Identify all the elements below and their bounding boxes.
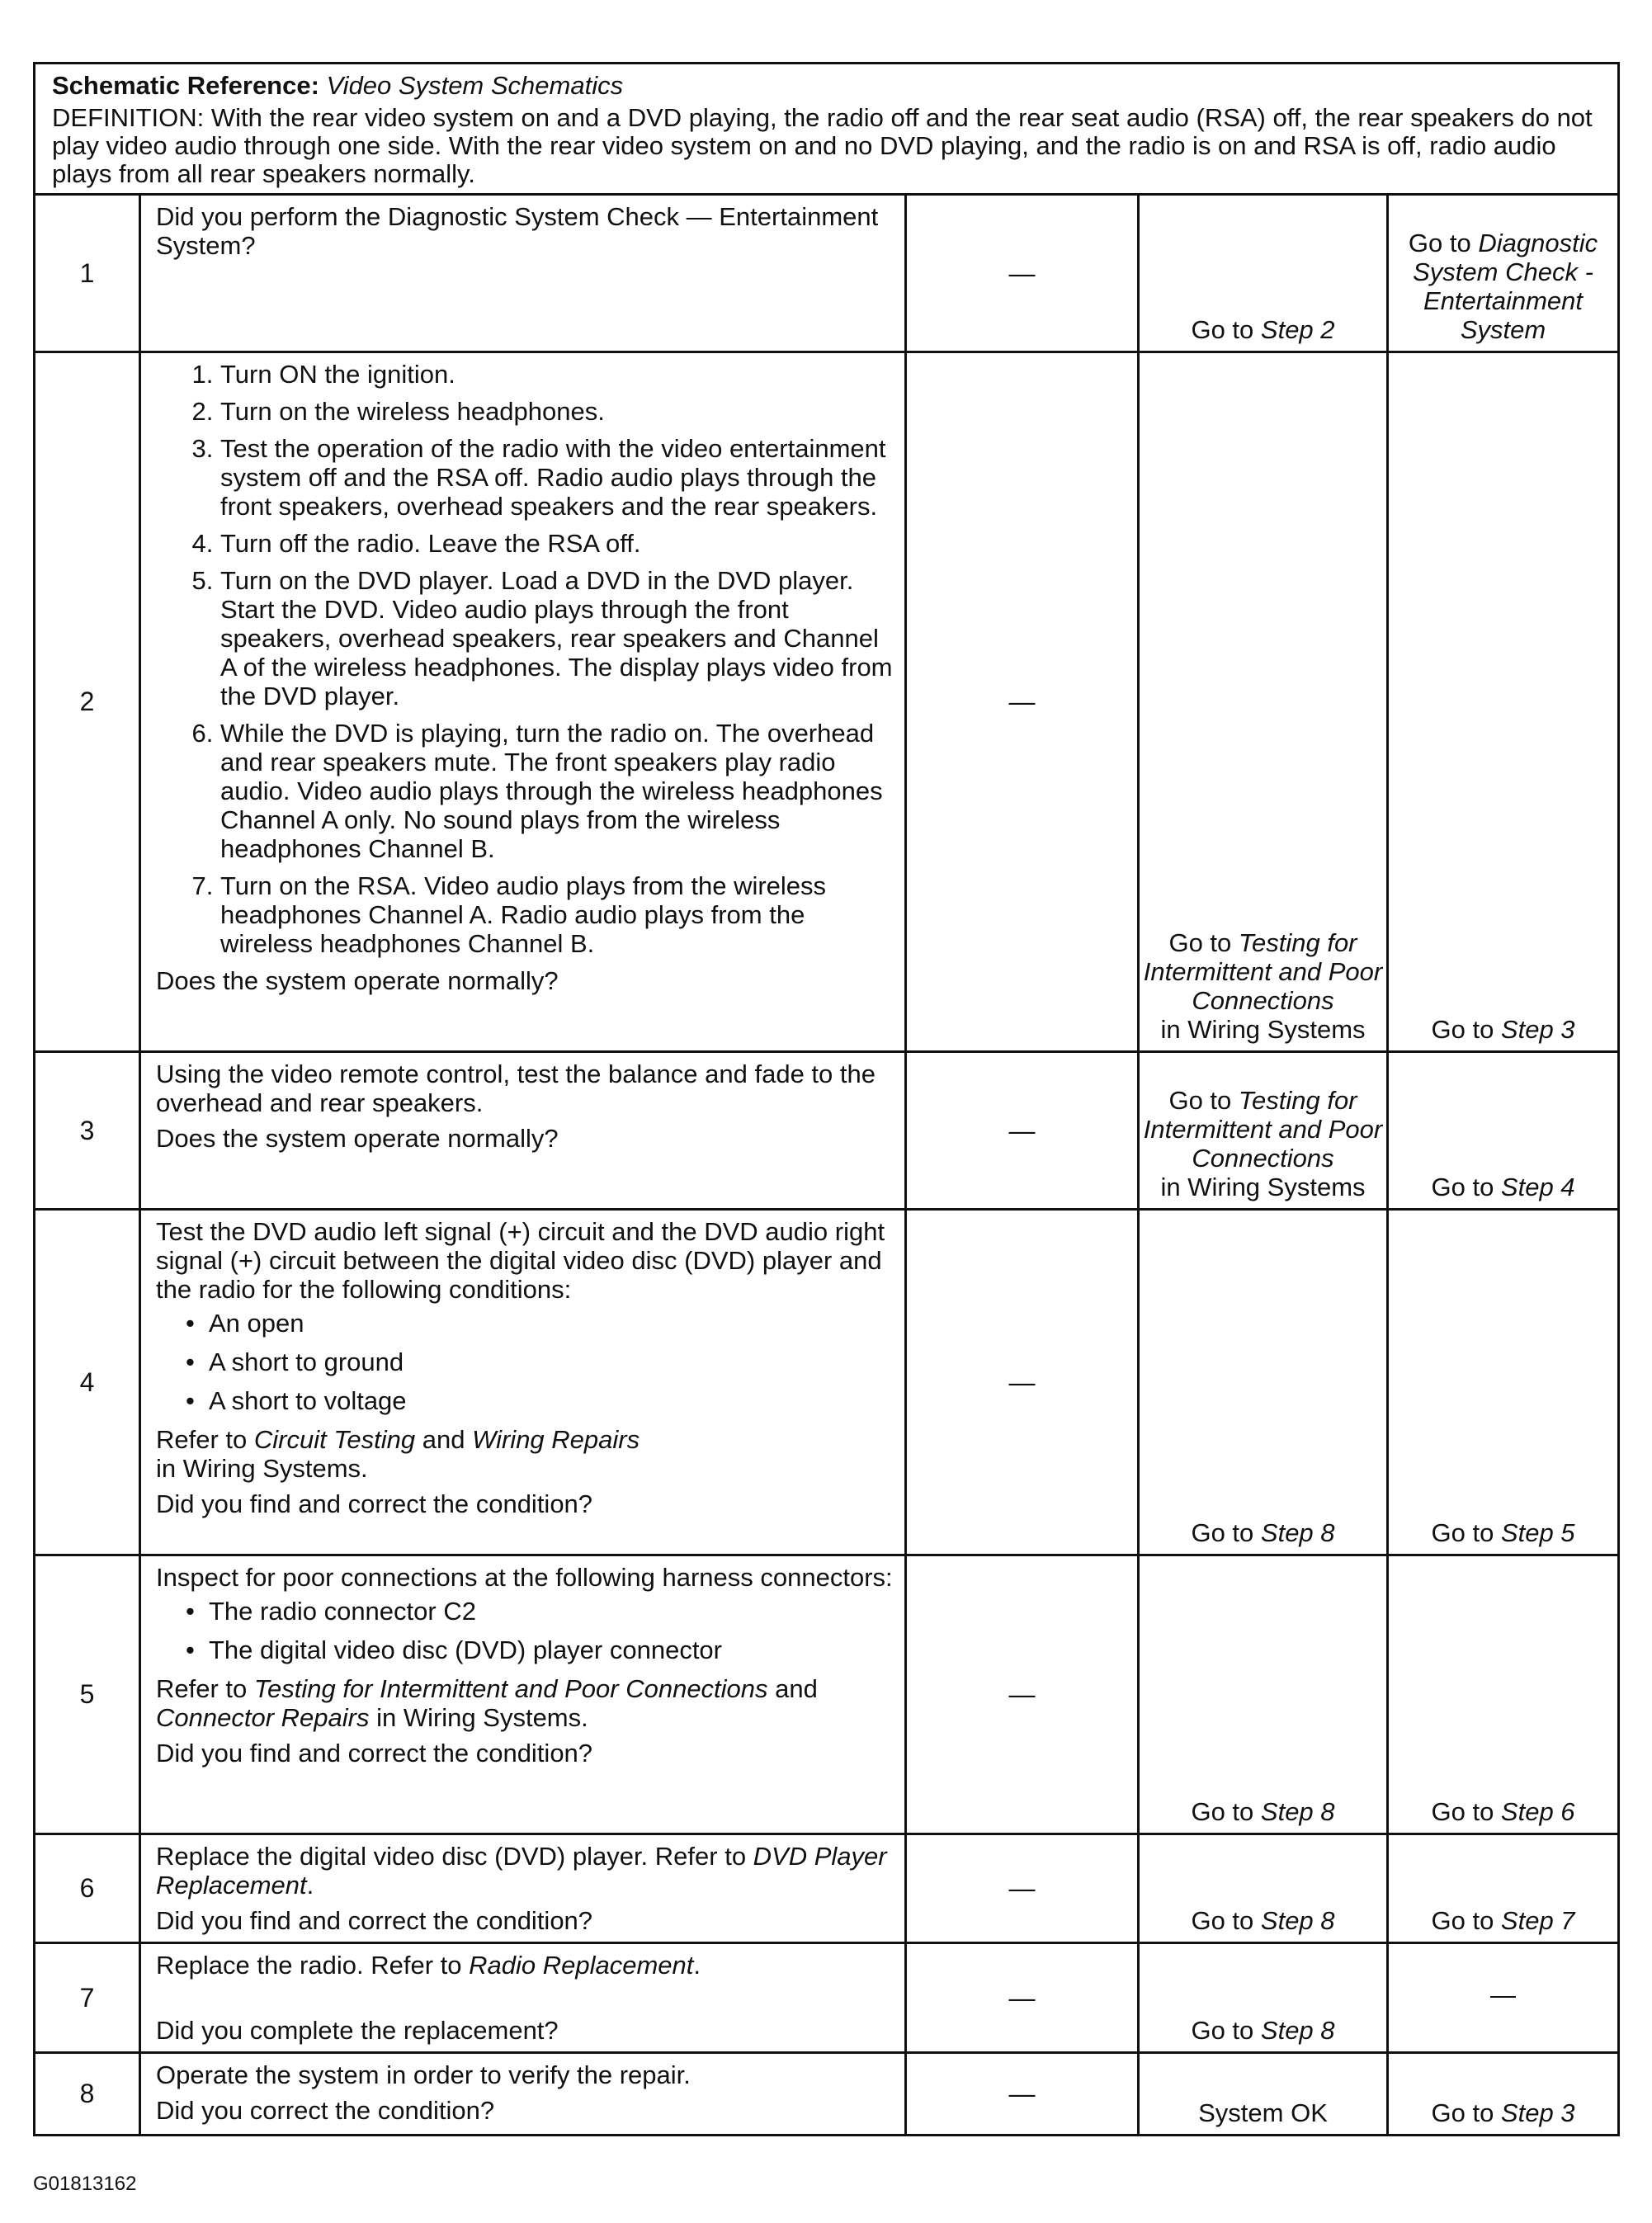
condition-list xyxy=(156,1309,893,1415)
step-no xyxy=(1388,1834,1619,1943)
yes-prefix: Go to xyxy=(1191,2016,1261,2045)
step-value: — xyxy=(906,1834,1139,1943)
list-item: 7. Turn on the RSA. Video audio plays from the wireless headphones Channel A. Radio audio plays from the wireless headphones Channel B. xyxy=(220,871,893,958)
list-item: • A short to ground xyxy=(209,1347,893,1376)
step-action xyxy=(140,352,906,1052)
step-no: — xyxy=(1388,1943,1619,2053)
step-value: — xyxy=(906,352,1139,1052)
step-row-4 xyxy=(35,1210,1619,1555)
list-item: 4. Turn off the radio. Leave the RSA off. xyxy=(220,529,893,558)
yes-prefix: Go to xyxy=(1191,1797,1261,1826)
diagnostic-table xyxy=(33,62,1620,2136)
no-link[interactable]: Step 7 xyxy=(1500,1906,1575,1935)
step-yes xyxy=(1139,1210,1388,1555)
list-item: • The radio connector C2 xyxy=(209,1597,893,1626)
instruction-end: . xyxy=(693,1951,701,1980)
step-row-5 xyxy=(35,1555,1619,1834)
step-question: Did you perform the Diagnostic System Check — Entertainment System? xyxy=(156,202,879,260)
yes-suffix: in Wiring Systems xyxy=(1160,1015,1366,1044)
step-action xyxy=(140,1052,906,1210)
step-row-3 xyxy=(35,1052,1619,1210)
no-prefix: Go to xyxy=(1431,1015,1501,1044)
yes-link[interactable]: Step 8 xyxy=(1260,1797,1335,1826)
list-item: • The digital video disc (DVD) player connector xyxy=(209,1635,893,1664)
no-prefix: Go to xyxy=(1431,1906,1501,1935)
instruction-text: Replace the radio. Refer to xyxy=(156,1951,470,1980)
list-item: 1. Turn ON the ignition. xyxy=(220,360,893,389)
list-item: 3. Test the operation of the radio with the video entertainment system off and the RSA off. Radio audio plays through the front speakers, overhead speakers and the rear speakers. xyxy=(220,434,893,521)
reference-suffix: in Wiring Systems. xyxy=(369,1703,588,1732)
step-value: — xyxy=(906,1555,1139,1834)
schematic-reference xyxy=(52,71,1601,100)
step-question: Does the system operate normally? xyxy=(156,966,559,995)
list-item: • An open xyxy=(209,1309,893,1338)
step-row-2 xyxy=(35,352,1619,1052)
no-link[interactable]: Step 6 xyxy=(1500,1797,1575,1826)
no-prefix: Go to xyxy=(1408,229,1479,257)
step-yes xyxy=(1139,1052,1388,1210)
step-number: 6 xyxy=(35,1834,140,1943)
step-question: Does the system operate normally? xyxy=(156,1124,559,1153)
reference-prefix: Refer to xyxy=(156,1425,254,1454)
yes-suffix: in Wiring Systems xyxy=(1160,1173,1366,1201)
no-link[interactable]: Step 3 xyxy=(1500,2098,1575,2127)
reference-joiner: and xyxy=(415,1425,473,1454)
step-no xyxy=(1388,1210,1619,1555)
no-prefix: Go to xyxy=(1431,2098,1501,2127)
yes-prefix: Go to xyxy=(1191,315,1261,344)
step-reference xyxy=(156,1674,893,1732)
definition-text: DEFINITION: With the rear video system on and a DVD playing, the radio off and the rear seat audio (RSA) off, the rear speakers do not play video audio through one side. With the rear video system on and no DVD playing, and the radio is on and RSA is off, radio audio plays from all rear speakers normally. xyxy=(52,103,1593,188)
step-value: — xyxy=(906,2053,1139,2136)
step-instruction: Using the video remote control, test the balance and fade to the overhead and rear speakers. xyxy=(156,1060,876,1117)
reference-suffix: in Wiring Systems. xyxy=(156,1454,368,1483)
table-header-row xyxy=(35,64,1619,195)
table-header xyxy=(35,64,1619,195)
step-number: 2 xyxy=(35,352,140,1052)
step-instruction: Inspect for poor connections at the following harness connectors: xyxy=(156,1563,893,1592)
list-item: 2. Turn on the wireless headphones. xyxy=(220,397,893,426)
step-no xyxy=(1388,352,1619,1052)
step-no xyxy=(1388,195,1619,352)
step-row-1 xyxy=(35,195,1619,352)
step-value: — xyxy=(906,1210,1139,1555)
no-link[interactable]: Step 4 xyxy=(1500,1173,1575,1201)
step-action xyxy=(140,195,906,352)
no-prefix: Go to xyxy=(1431,1518,1501,1547)
list-item: 5. Turn on the DVD player. Load a DVD in the DVD player. Start the DVD. Video audio plays through the front speakers, overhead speakers, rear speakers and Channel A of the wireless headphones. The display plays video from the DVD player. xyxy=(220,566,893,710)
step-row-6 xyxy=(35,1834,1619,1943)
yes-link[interactable]: Step 8 xyxy=(1260,1518,1335,1547)
list-item: 6. While the DVD is playing, turn the radio on. The overhead and rear speakers mute. The front speakers play radio audio. Video audio plays through the wireless headphones Channel A only. No sound plays from the wireless headphones Channel B. xyxy=(220,719,893,863)
yes-link[interactable]: Testing for Intermittent and Poor Connections xyxy=(1143,1086,1383,1173)
step-number: 1 xyxy=(35,195,140,352)
step-number: 7 xyxy=(35,1943,140,2053)
no-link[interactable]: Step 3 xyxy=(1500,1015,1575,1044)
reference-link[interactable]: DVD Player Replacement xyxy=(156,1842,887,1900)
step-instruction: Test the DVD audio left signal (+) circuit and the DVD audio right signal (+) circuit between the digital video disc (DVD) player and the radio for the following conditions: xyxy=(156,1217,885,1304)
step-row-7 xyxy=(35,1943,1619,2053)
step-question: Did you correct the condition? xyxy=(156,2096,495,2125)
step-yes: System OK xyxy=(1139,2053,1388,2136)
step-no xyxy=(1388,1052,1619,1210)
step-yes xyxy=(1139,1834,1388,1943)
step-question: Did you find and correct the condition? xyxy=(156,1489,593,1518)
step-instruction xyxy=(156,1842,893,1900)
step-yes xyxy=(1139,352,1388,1052)
step-value: — xyxy=(906,195,1139,352)
yes-link[interactable]: Step 8 xyxy=(1260,2016,1335,2045)
reference-link[interactable]: Circuit Testing xyxy=(253,1425,416,1454)
reference-link[interactable]: Testing for Intermittent and Poor Connections xyxy=(253,1674,768,1703)
step-question: Did you complete the replacement? xyxy=(156,2016,559,2045)
no-prefix: Go to xyxy=(1431,1173,1501,1201)
reference-link[interactable]: Connector Repairs xyxy=(156,1703,370,1732)
step-yes xyxy=(1139,1555,1388,1834)
step-action xyxy=(140,1834,906,1943)
step-yes xyxy=(1139,1943,1388,2053)
step-number: 3 xyxy=(35,1052,140,1210)
reference-link[interactable]: Radio Replacement xyxy=(469,1951,694,1980)
instruction-end: . xyxy=(306,1871,314,1900)
step-action xyxy=(140,1555,906,1834)
step-question: Did you find and correct the condition? xyxy=(156,1739,593,1768)
step-instruction xyxy=(156,1951,893,1980)
step-value: — xyxy=(906,1052,1139,1210)
list-item: • A short to voltage xyxy=(209,1386,893,1415)
no-link[interactable]: Diagnostic System Check - Entertainment System xyxy=(1413,229,1598,344)
step-no xyxy=(1388,2053,1619,2136)
step-number: 8 xyxy=(35,2053,140,2136)
step-action xyxy=(140,2053,906,2136)
yes-prefix: Go to xyxy=(1191,1518,1261,1547)
reference-joiner: and xyxy=(767,1674,818,1703)
yes-prefix: Go to xyxy=(1168,928,1239,957)
step-no xyxy=(1388,1555,1619,1834)
yes-link[interactable]: Step 8 xyxy=(1260,1906,1335,1935)
no-link[interactable]: Step 5 xyxy=(1500,1518,1575,1547)
yes-link[interactable]: Step 2 xyxy=(1260,315,1335,344)
step-action xyxy=(140,1210,906,1555)
schematic-reference-label: Schematic Reference: xyxy=(52,71,319,100)
reference-prefix: Refer to xyxy=(156,1674,254,1703)
schematic-reference-value: Video System Schematics xyxy=(326,71,624,100)
yes-link[interactable]: Testing for Intermittent and Poor Connections xyxy=(1143,928,1383,1015)
step-yes xyxy=(1139,195,1388,352)
step-row-8 xyxy=(35,2053,1619,2136)
step-number: 5 xyxy=(35,1555,140,1834)
step-number: 4 xyxy=(35,1210,140,1555)
step-action xyxy=(140,1943,906,2053)
no-prefix: Go to xyxy=(1431,1797,1501,1826)
step-value: — xyxy=(906,1943,1139,2053)
reference-link[interactable]: Wiring Repairs xyxy=(472,1425,640,1454)
instruction-text: Replace the digital video disc (DVD) player. Refer to xyxy=(156,1842,753,1871)
step-reference xyxy=(156,1425,893,1483)
figure-id: G01813162 xyxy=(33,2173,137,2195)
connector-list xyxy=(156,1597,893,1664)
yes-prefix: Go to xyxy=(1191,1906,1261,1935)
instruction-list xyxy=(156,360,893,958)
yes-prefix: Go to xyxy=(1168,1086,1239,1115)
step-instruction: Operate the system in order to verify the repair. xyxy=(156,2060,691,2089)
step-question: Did you find and correct the condition? xyxy=(156,1906,593,1935)
